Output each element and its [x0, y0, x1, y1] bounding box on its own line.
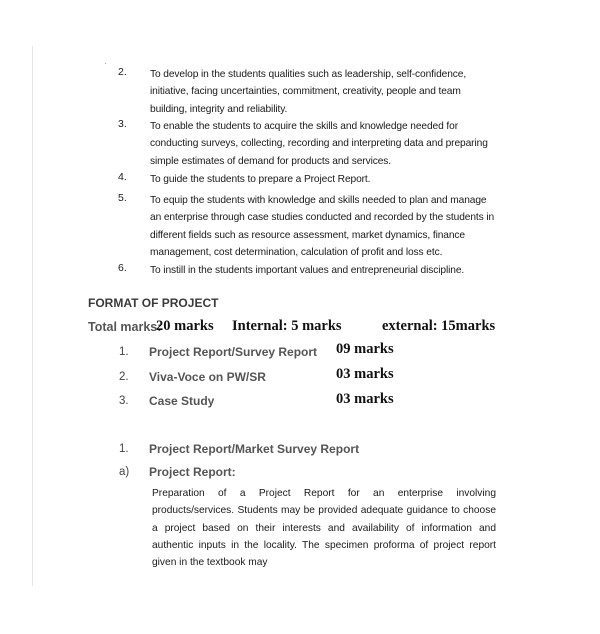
internal-marks: Internal: 5 marks	[232, 318, 342, 334]
subsection-title: Project Report:	[149, 465, 236, 479]
objective-number: 2.	[118, 66, 127, 78]
objective-item	[118, 118, 496, 170]
section-number: 1.	[119, 443, 129, 455]
objective-number: 6.	[118, 262, 127, 274]
total-marks-label: Total marks:	[88, 320, 162, 334]
objective-item	[118, 262, 496, 279]
objective-number: 5.	[118, 192, 127, 204]
objective-number: 3.	[118, 118, 127, 130]
section-title: Project Report/Market Survey Report	[149, 442, 360, 456]
objective-text: To equip the students with knowledge and skills needed to plan and manage an enterprise through case studies conducted and recorded by the students in different fields such as resource assessment, market dynamics, finance management, cost determination, calculation of profit and loss etc.	[150, 195, 495, 258]
component-number: 3.	[119, 395, 129, 407]
objective-text: To instill in the students important values and entrepreneurial discipline.	[150, 265, 465, 276]
component-name: Project Report/Survey Report	[149, 345, 318, 359]
objective-item	[118, 171, 496, 188]
objective-item	[118, 66, 496, 118]
component-number: 2.	[119, 371, 129, 383]
component-number: 1.	[119, 346, 129, 358]
external-marks: external: 15marks	[382, 318, 496, 334]
component-name: Case Study	[149, 394, 215, 408]
project-report-paragraph: Preparation of a Project Report for an enterprise involving products/services. Students may be provided adequate guidance to choose a project based on their interests and availability of information and authentic inputs in the locality. The specimen proforma of project report given in the textbook may	[152, 488, 496, 569]
component-marks: 03 marks	[336, 391, 394, 407]
objective-text: To guide the students to prepare a Project Report.	[150, 174, 371, 185]
total-marks-value: 20 marks	[156, 318, 214, 334]
component-name: Viva-Voce on PW/SR	[149, 370, 266, 384]
subsection-number: a)	[119, 466, 130, 478]
component-marks: 09 marks	[336, 341, 394, 357]
objective-item	[118, 192, 496, 261]
scan-mark: ·	[104, 58, 107, 68]
objective-number: 4.	[118, 171, 127, 183]
format-heading: FORMAT OF PROJECT	[88, 296, 219, 310]
objective-text: To develop in the students qualities such as leadership, self-confidence, initiative, facing uncertainties, commitment, creativity, people and team building, integrity and reliability.	[150, 69, 467, 115]
objective-text: To enable the students to acquire the skills and knowledge needed for conducting surveys, collecting, recording and interpreting data and preparing simple estimates of demand for products and services.	[150, 121, 488, 167]
component-marks: 03 marks	[336, 366, 394, 382]
scan-edge-line	[32, 46, 33, 586]
